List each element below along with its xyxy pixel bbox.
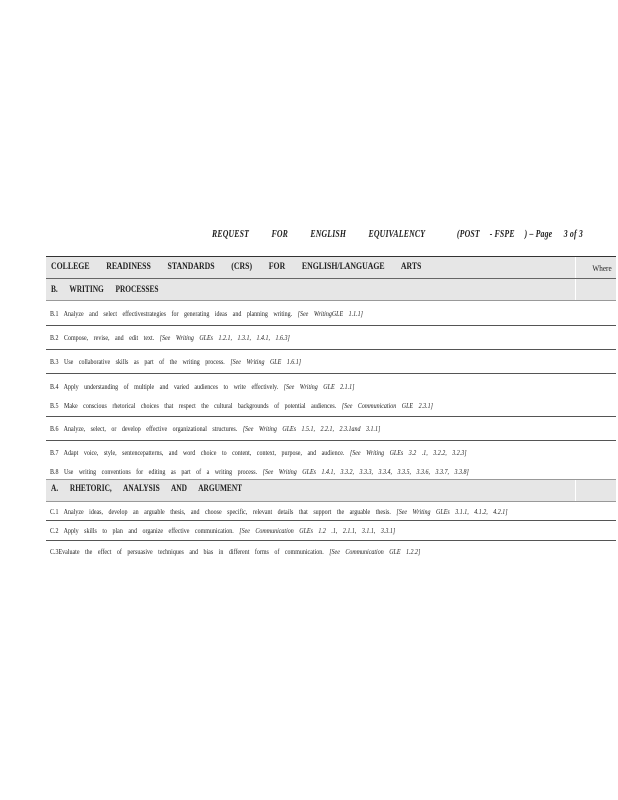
column-header: COLLEGE READINESS STANDARDS (CRS) FOR ENGLISH/LANGUAGE ARTS [51,262,422,272]
header-part: FOR [271,229,288,240]
standard-item [46,417,616,441]
standard-text: B.2 Compose, revise, and edit text. [50,333,155,342]
column-divider [575,279,576,300]
standard-ref: [See Writing GLE 2.1.1] [283,382,355,391]
standard-item [46,326,616,350]
header-part: ) – Page [524,229,553,240]
standard-item [46,521,616,541]
column-where: Where [592,263,612,273]
standard-ref: [See WritingGLE 1.1.1] [297,309,363,318]
standard-ref: [See Writing GLEs 3.2 .1, 3.2.2, 3.2.3] [349,448,467,457]
section-heading-writing [46,279,616,301]
page-header [212,229,583,240]
standard-text: C.2 Apply skills to plan and organize effective communication. [50,526,234,535]
header-part: - FSPE [489,229,515,240]
standard-ref: [See Communication GLE 2.3.1] [341,401,433,410]
standard-ref: [See Writing GLEs 1.5.1, 2.2.1, 2.3.1and 3.1.1] [242,424,381,433]
header-part: (POST [456,229,480,240]
standard-text: B.4 Apply understanding of multiple and varied audiences to write effectively. [50,382,279,391]
header-part: ENGLISH [310,229,347,240]
header-part: EQUIVALENCY [368,229,426,240]
standard-item [46,441,616,462]
standard-item [46,462,616,479]
standard-item [46,396,616,417]
standard-ref: [See Writing GLE 1.6.1] [230,357,302,366]
standard-item [46,374,616,396]
standard-ref: [See Communication GLE 1.2.2] [329,547,421,556]
standard-text: B.5 Make conscious rhetorical choices that respect the cultural backgrounds of potential audiences. [50,401,337,410]
header-part: REQUEST [212,229,250,240]
standard-ref: [See Writing GLEs 3.1.1, 4.1.2, 4.2.1] [396,507,508,516]
column-divider [575,257,576,278]
section-title: B. WRITING PROCESSES [51,284,159,294]
standards-table [46,256,616,561]
standard-text: C.1 Analyze ideas, develop an arguable thesis, and choose specific, relevant details that support the arguable thesis. [50,507,391,516]
standard-text: C.3Evaluate the effect of persuasive techniques and bias in different forms of communication. [50,547,324,556]
standard-text: B.8 Use writing conventions for editing as part of a writing process. [50,467,258,476]
standard-text: B.6 Analyze, select, or develop effective organizational structures. [50,424,238,433]
standard-item [46,502,616,521]
section-title: A. RHETORIC, ANALYSIS AND ARGUMENT [51,483,243,493]
table-header-row [46,256,616,279]
header-part: 3 of 3 [563,229,583,240]
standard-item [46,541,616,561]
standard-ref: [See Communication GLEs 1.2 .1, 2.1.1, 3.1.1, 3.3.1] [239,526,396,535]
standard-item [46,350,616,374]
column-divider [575,480,576,501]
standard-text: B.7 Adapt voice, style, sentencepatterns, and word choice to content, context, purpose, and audience. [50,448,345,457]
standard-text: B.3 Use collaborative skills as part of the writing process. [50,357,225,366]
standard-ref: [See Writing GLEs 1.2.1, 1.3.1, 1.4.1, 1.6.3] [159,333,290,342]
standard-text: B.1 Analyze and select effectivestrategies for generating ideas and planning writing. [50,309,293,318]
section-heading-rhetoric [46,479,616,502]
standard-ref: [See Writing GLEs 1.4.1, 3.3.2, 3.3.3, 3.3.4, 3.3.5, 3.3.6, 3.3.7, 3.3.8] [262,467,469,476]
standard-item [46,301,616,326]
